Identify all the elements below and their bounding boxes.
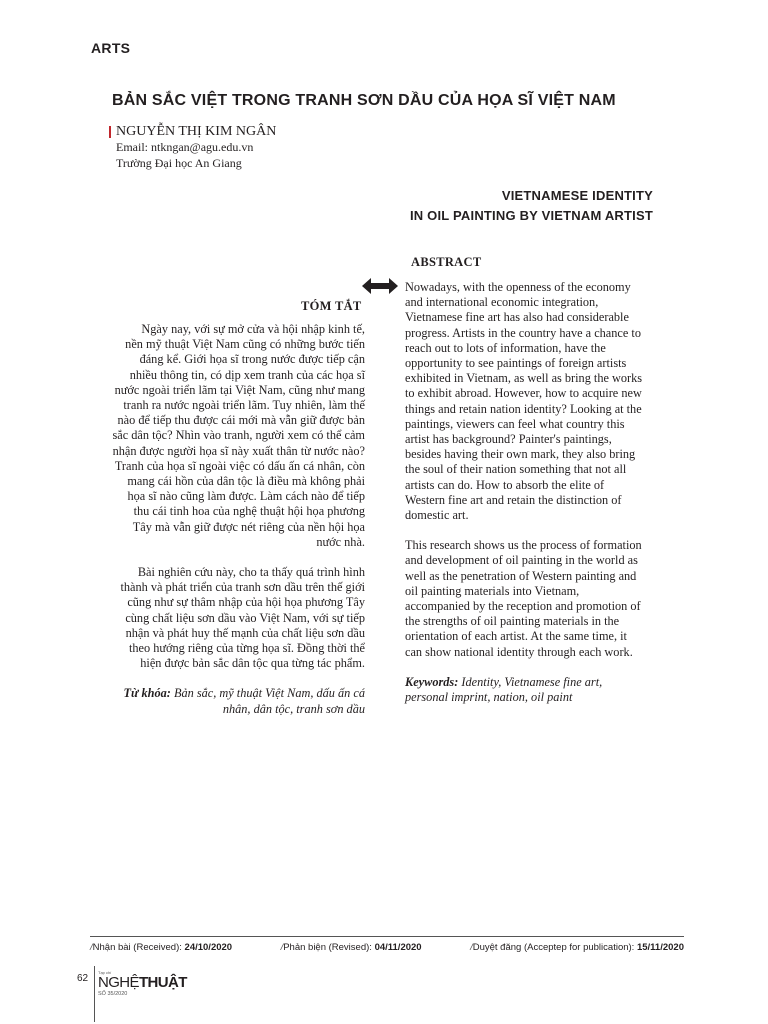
- tom-tat-keywords-label: Từ khóa:: [123, 686, 171, 701]
- tom-tat-column: [112, 322, 365, 732]
- journal-logo-small-label: Tạp chí: [98, 970, 112, 975]
- abstract-heading: ABSTRACT: [411, 255, 482, 269]
- author-affiliation: Trường Đại học An Giang: [116, 156, 242, 170]
- received-label: Nhận bài (Received):: [92, 942, 182, 953]
- received-date-item: /Nhận bài (Received): 24/10/2020: [90, 942, 233, 953]
- accepted-label: Duyệt đăng (Acceptep for publication):: [472, 942, 635, 953]
- revised-date: 04/11/2020: [374, 942, 422, 953]
- accepted-date-item: /Duyệt đăng (Acceptep for publication): 15/11/2020: [470, 942, 684, 953]
- journal-logo: [98, 970, 187, 998]
- journal-logo-name: [98, 974, 187, 991]
- page-number: 62: [77, 973, 89, 984]
- journal-logo-name-right: THUẬT: [138, 974, 187, 991]
- article-title: BẢN SẮC VIỆT TRONG TRANH SƠN DẦU CỦA HỌA SĨ VIỆT NAM: [112, 92, 616, 109]
- footer-vertical-line: [94, 966, 95, 1022]
- journal-logo-name-left: NGHỆ: [98, 974, 139, 991]
- english-title: [410, 186, 653, 226]
- tom-tat-keywords: [112, 686, 365, 716]
- publication-dates: [90, 942, 684, 953]
- abstract-keywords: [405, 675, 645, 705]
- journal-issue: SỐ 35/2020: [98, 991, 128, 997]
- english-title-line-2: IN OIL PAINTING BY VIETNAM ARTIST: [409, 208, 653, 223]
- abstract-keywords-label: Keywords:: [405, 674, 459, 689]
- accepted-date: 15/11/2020: [636, 942, 684, 953]
- abstract-paragraph-1: Nowadays, with the openness of the economy and international economic integration, Vietnamese fine art has also had considerable progress. Artists in the country have a chance to reach out to lots of information, have the opportunity to see paintings of foreign artists exhibited in Vietnam, as well as bring the works to exhibit abroad. However, how to acquire new things and retain nation identity? Looking at the paintings, viewers can feel what country this artist has background? Painter's paintings, besides having their own mark, they also bring the soul of their nation something that not all artists can do. How to absorb the elite of Western fine art and retain the distinction of domestic art.: [405, 280, 643, 523]
- received-date: 24/10/2020: [184, 942, 233, 953]
- tom-tat-keywords-text: Bản sắc, mỹ thuật Việt Nam, dấu ấn cá nhân, dân tộc, tranh sơn dầu: [173, 686, 365, 716]
- abstract-keywords-text: Identity, Vietnamese fine art, personal imprint, nation, oil paint: [405, 674, 603, 705]
- footer-divider: [90, 936, 684, 937]
- revised-date-item: /Phản biện (Revised): 04/11/2020: [280, 942, 422, 953]
- section-label: ARTS: [91, 40, 131, 56]
- abstract-column: [405, 280, 645, 720]
- tom-tat-paragraph-1: Ngày nay, với sự mở cửa và hội nhập kinh tế, nền mỹ thuật Việt Nam cũng có những bước tiến đáng kể. Giới họa sĩ trong nước được tiếp cận nhiều thông tin, có dịp xem tranh của các họa sĩ nước ngoài triển lãm tại Việt Nam, cũng như mang tranh ra nước ngoài triển lãm. Tuy nhiên, làm thế nào để tiếp thu được cái mới mà vẫn giữ được bản sắc dân tộc? Nhìn vào tranh, người xem có thể cảm nhận được người họa sĩ này xuất thân từ nước nào? Tranh của họa sĩ ngoài việc có dấu ấn cá nhân, còn mang cái hồn của dân tộc là điều mà không phải họa sĩ nào cũng làm được. Làm cách nào để tiếp thu cái tinh hoa của nghệ thuật hội họa phương Tây mà vẫn giữ được nét riêng của nền hội họa nước nhà.: [112, 322, 365, 549]
- author-email: Email: ntkngan@agu.edu.vn: [116, 140, 254, 154]
- double-arrow-icon: [362, 277, 398, 295]
- author-marker: [109, 126, 111, 138]
- author-name-row: [109, 123, 276, 140]
- revised-label: Phản biện (Revised):: [283, 942, 372, 953]
- tom-tat-heading: TÓM TẮT: [301, 299, 362, 313]
- abstract-paragraph-2: This research shows us the process of formation and development of oil painting in the world as well as the penetration of Western painting and oil painting materials into Vietnam, accompanied by the reception and promotion of the strengths of oil painting materials in the orientation of each artist. At the same time, it can show national identity through each work.: [405, 538, 642, 659]
- english-title-line-1: VIETNAMESE IDENTITY: [501, 188, 653, 203]
- tom-tat-paragraph-2: Bài nghiên cứu này, cho ta thấy quá trình hình thành và phát triển của tranh sơn dầu trên thế giới cũng như sự thâm nhập của hội họa phương Tây cùng chất liệu sơn dầu vào Việt Nam, với sự tiếp nhận và phát huy thế mạnh của chất liệu sơn dầu theo hướng riêng của từng họa sĩ. Đồng thời thể hiện được bản sắc dân tộc qua từng tác phẩm.: [120, 565, 365, 671]
- author-name: NGUYỄN THỊ KIM NGÂN: [116, 124, 277, 139]
